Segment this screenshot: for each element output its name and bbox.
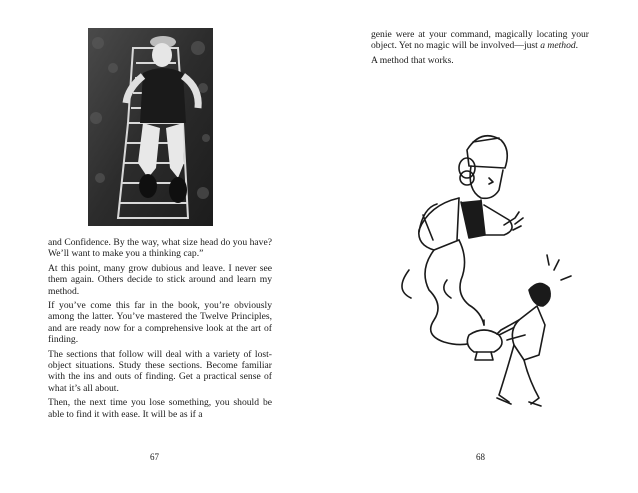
- paragraph: and Confidence. By the way, what size head do you have? We’ll want to make you a thinking cap.”: [48, 237, 272, 260]
- page-number-left: 67: [150, 452, 159, 462]
- text-run: .: [575, 40, 579, 52]
- paragraph: A method that works.: [371, 54, 454, 66]
- paragraph: If you’ve come this far in the book, you’re obviously among the latter. You’ve mastered the Twelve Principles, and are ready now for a comprehensive look at the art of finding.: [48, 300, 272, 346]
- paragraph: At this point, many grow dubious and leave. I never see them again. Others decide to stick around and learn my method.: [48, 262, 272, 297]
- genie-illustration: [389, 120, 584, 425]
- text-run: genie were at your command, magically locating your object. Yet no magic will be involved—just: [371, 29, 589, 52]
- emphasis: a method: [540, 40, 576, 52]
- genie-and-woman-with-lamp-drawing: [389, 120, 584, 425]
- author-photo: [88, 28, 213, 226]
- right-page-body: [371, 29, 589, 69]
- paragraph: The sections that follow will deal with a variety of lost-object situations. Study these sections. Become familiar with the ins and outs of finding. Get a practical sense of what it’s all about.: [48, 348, 272, 394]
- left-page-body: [48, 237, 272, 423]
- page-number-right: 68: [476, 452, 485, 462]
- paragraph: Then, the next time you lose something, you should be able to find it with ease. It will be as if a: [48, 397, 272, 420]
- man-in-lounge-chair-photo: [88, 28, 213, 226]
- paragraph: [371, 29, 589, 52]
